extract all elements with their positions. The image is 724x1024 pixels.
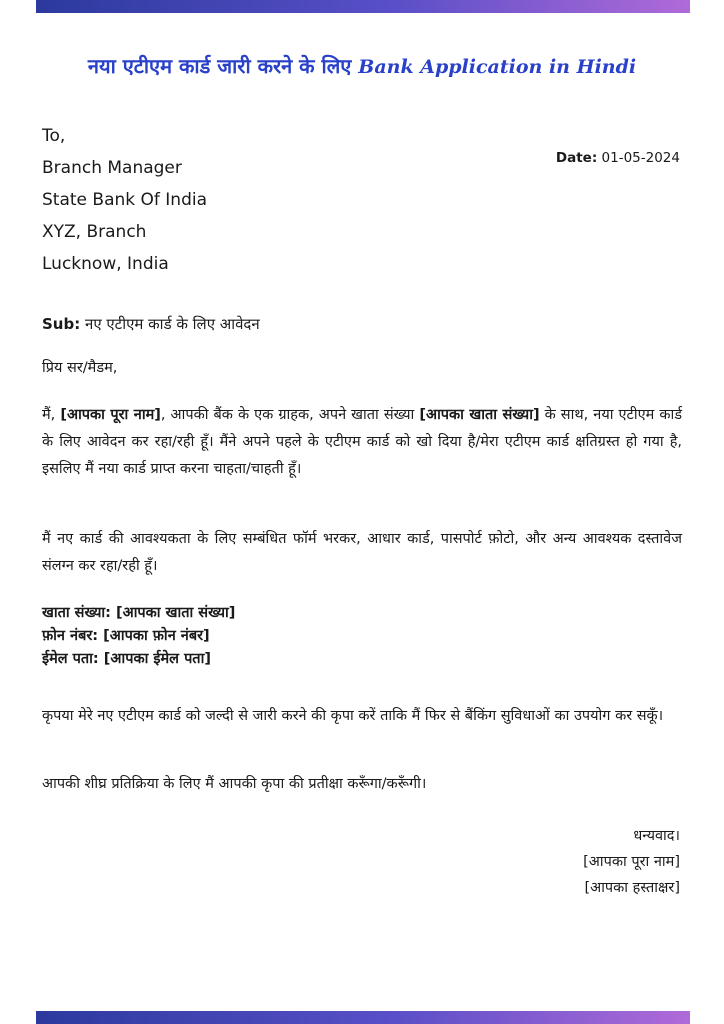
body-paragraph-1	[42, 402, 682, 483]
subject-line	[42, 311, 682, 338]
para1-text-2: , आपकी बैंक के एक ग्राहक, अपने खाता संख्या	[160, 407, 420, 423]
closing-block	[583, 823, 680, 901]
subject-text: नए एटीएम कार्ड के लिए आवेदन	[85, 315, 260, 333]
date-value: 01-05-2024	[601, 150, 680, 166]
letter-date	[556, 150, 680, 166]
address-designation: Branch Manager	[42, 158, 182, 178]
bottom-accent-bar	[36, 1011, 690, 1024]
para1-text-3: के साथ, नया एटीएम कार्ड के लिए आवेदन कर रहा/रही हूँ। मैंने अपने पहले के एटीएम कार्ड को खो दिया है/मेरा एटीएम कार्ड क्षतिग्रस्त हो गया है, इसलिए मैं नया कार्ड प्राप्त करना चाहता/चाहती हूँ।	[42, 407, 682, 477]
body-paragraph-3: कृपया मेरे नए एटीएम कार्ड को जल्दी से जारी करने की कृपा करें ताकि मैं फिर से बैंकिंग सुविधाओं का उपयोग कर सकूँ।	[42, 708, 664, 724]
detail-phone: फ़ोन नंबर: [आपका फ़ोन नंबर]	[42, 628, 210, 644]
closing-thanks: धन्यवाद।	[633, 828, 680, 844]
recipient-address	[42, 120, 207, 280]
closing-signature: [आपका हस्ताक्षर]	[584, 880, 680, 896]
address-city: Lucknow, India	[42, 254, 169, 274]
body-paragraph-2: मैं नए कार्ड की आवश्यकता के लिए सम्बंधित फॉर्म भरकर, आधार कार्ड, पासपोर्ट फ़ोटो, और अन्य आवश्यक दस्तावेज संलग्न कर रहा/रही हूँ।	[42, 531, 682, 574]
address-bank: State Bank Of India	[42, 190, 207, 210]
address-branch: XYZ, Branch	[42, 222, 147, 242]
salutation: प्रिय सर/मैडम,	[42, 360, 118, 376]
date-label: Date:	[555, 150, 598, 166]
body-paragraph-4: आपकी शीघ्र प्रतिक्रिया के लिए मैं आपकी कृपा की प्रतीक्षा करूँगा/करूँगी।	[42, 776, 427, 792]
top-accent-bar	[36, 0, 690, 13]
title-hindi: नया एटीएम कार्ड जारी करने के लिए	[87, 54, 352, 78]
detail-account: खाता संख्या: [आपका खाता संख्या]	[42, 605, 236, 621]
subject-label: Sub:	[42, 315, 81, 333]
title-english: Bank Application in Hindi	[358, 56, 637, 78]
detail-email: ईमेल पता: [आपका ईमेल पता]	[42, 651, 211, 667]
name-placeholder: [आपका पूरा नाम]	[60, 407, 161, 423]
para1-text-1: मैं,	[42, 407, 61, 423]
page-title	[0, 52, 724, 79]
address-to: To,	[42, 126, 66, 146]
account-placeholder: [आपका खाता संख्या]	[419, 407, 540, 423]
contact-details	[42, 602, 682, 671]
closing-name: [आपका पूरा नाम]	[583, 854, 680, 870]
